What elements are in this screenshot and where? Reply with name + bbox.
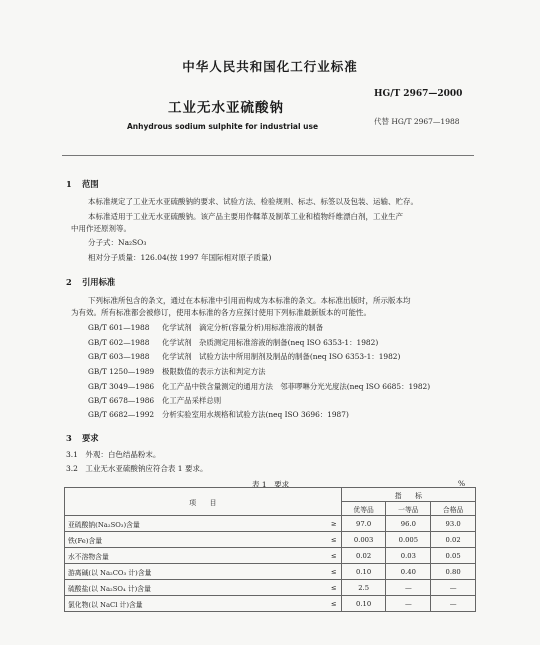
requirements-table xyxy=(64,487,476,612)
item-name: 氯化物(以 NaCl 计)含量 xyxy=(65,596,327,612)
requirement-3-1: 3.1 外观：白色结晶粉末。 xyxy=(66,450,161,459)
reference-code: GB/T 6678—1986 xyxy=(88,396,155,405)
section-2-heading xyxy=(66,276,115,288)
value-qualified: — xyxy=(431,596,476,612)
reference-item xyxy=(88,381,430,392)
document-title: 工业无水亚硫酸钠 xyxy=(168,100,284,116)
operator: ≤ xyxy=(327,596,342,612)
formula-line xyxy=(88,238,146,248)
table-row xyxy=(65,596,476,612)
requirement-3-2: 3.2 工业无水亚硫酸钠应符合表 1 要求。 xyxy=(66,464,208,473)
operator: ≤ xyxy=(327,564,342,580)
reference-item xyxy=(88,351,400,362)
section-title: 引用标准 xyxy=(82,277,116,287)
section-3-heading xyxy=(66,432,99,444)
header-divider xyxy=(62,155,474,156)
value-qualified: 0.05 xyxy=(431,548,476,564)
value-superior: 0.10 xyxy=(341,564,386,580)
formula-value: Na₂SO₃ xyxy=(118,238,147,247)
refs-paragraph-cont: 为有效。所有标准都会被修订，使用本标准的各方应探讨使用下列标准最新版本的可能性。 xyxy=(71,308,371,317)
value-superior: 0.10 xyxy=(341,596,386,612)
reference-item xyxy=(88,409,349,420)
reference-code: GB/T 6682—1992 xyxy=(88,410,155,419)
section-title: 范围 xyxy=(82,179,99,189)
value-superior: 0.02 xyxy=(341,548,386,564)
reference-code: GB/T 602—1988 xyxy=(88,338,150,347)
reference-title: 化工产品中铁含量测定的通用方法 邻菲啰啉分光光度法(neq ISO 6685：1982) xyxy=(162,382,431,391)
reference-item xyxy=(88,395,221,406)
table-row xyxy=(65,532,476,548)
reference-code: GB/T 603—1988 xyxy=(88,352,150,361)
reference-item xyxy=(88,337,378,348)
value-first: — xyxy=(386,580,431,596)
operator: ≤ xyxy=(327,580,342,596)
table-row xyxy=(65,580,476,596)
grade-first: 一等品 xyxy=(386,502,431,516)
value-qualified: 0.02 xyxy=(431,532,476,548)
value-superior: 97.0 xyxy=(341,516,386,532)
molecular-mass: 相对分子质量：126.04(按 1997 年国际相对原子质量) xyxy=(88,253,272,262)
item-name: 铁(Fe)含量 xyxy=(65,532,327,548)
value-first: 96.0 xyxy=(386,516,431,532)
table-unit: % xyxy=(458,479,466,488)
value-first: 0.03 xyxy=(386,548,431,564)
operator: ≥ xyxy=(327,516,342,532)
section-title: 要求 xyxy=(82,433,99,443)
standard-code: HG/T 2967—2000 xyxy=(374,89,463,99)
standard-title: 中华人民共和国化工行业标准 xyxy=(182,59,358,74)
reference-title: 化工产品采样总则 xyxy=(162,396,222,405)
refs-paragraph: 下列标准所包含的条文，通过在本标准中引用而构成为本标准的条文。本标准出版时，所示版本均 xyxy=(88,296,411,305)
value-first: 0.40 xyxy=(386,564,431,580)
reference-item xyxy=(88,366,265,377)
formula-label: 分子式： xyxy=(88,238,118,247)
section-number: 1 xyxy=(66,179,72,189)
scope-paragraph-2: 本标准适用于工业无水亚硫酸钠。该产品主要用作鞣革及制革工业和植物纤维漂白剂，工业生产 xyxy=(88,212,403,221)
value-first: 0.005 xyxy=(386,532,431,548)
item-name: 水不溶物含量 xyxy=(65,548,327,564)
header-item: 项 目 xyxy=(65,488,342,516)
section-number: 3 xyxy=(66,433,72,443)
reference-title: 极限数值的表示方法和判定方法 xyxy=(162,367,266,376)
table-header-row xyxy=(65,488,476,502)
reference-code: GB/T 1250—1989 xyxy=(88,367,155,376)
table-row xyxy=(65,516,476,532)
scope-paragraph-1: 本标准规定了工业无水亚硫酸钠的要求、试验方法、检验规则、标志、标签以及包装、运输、贮存。 xyxy=(88,197,418,206)
header-index: 指 标 xyxy=(341,488,475,502)
replaces-note: 代替 HG/T 2967—1988 xyxy=(374,117,460,126)
operator: ≤ xyxy=(327,532,342,548)
table-row xyxy=(65,548,476,564)
grade-superior: 优等品 xyxy=(341,502,386,516)
item-name: 游离碱(以 Na₂CO₃ 计)含量 xyxy=(65,564,327,580)
reference-title: 分析实验室用水规格和试验方法(neq ISO 3696：1987) xyxy=(162,410,349,419)
grade-qualified: 合格品 xyxy=(431,502,476,516)
scope-paragraph-2-cont: 中用作还原剂等。 xyxy=(71,224,131,233)
value-superior: 0.003 xyxy=(341,532,386,548)
operator: ≤ xyxy=(327,548,342,564)
reference-code: GB/T 601—1988 xyxy=(88,323,150,332)
item-name: 硫酸盐(以 Na₂SO₄ 计)含量 xyxy=(65,580,327,596)
value-qualified: 0.80 xyxy=(431,564,476,580)
item-name: 亚硫酸钠(Na₂SO₃)含量 xyxy=(65,516,327,532)
value-qualified: — xyxy=(431,580,476,596)
reference-title: 化学试剂 滴定分析(容量分析)用标准溶液的制备 xyxy=(162,323,323,332)
reference-code: GB/T 3049—1986 xyxy=(88,382,155,391)
section-1-heading xyxy=(66,178,99,190)
value-qualified: 93.0 xyxy=(431,516,476,532)
table-row xyxy=(65,564,476,580)
value-superior: 2.5 xyxy=(341,580,386,596)
section-number: 2 xyxy=(66,277,72,287)
reference-title: 化学试剂 试验方法中所用制剂及制品的制备(neq ISO 6353-1：1982) xyxy=(162,352,401,361)
reference-title: 化学试剂 杂质测定用标准溶液的制备(neq ISO 6353-1：1982) xyxy=(162,338,379,347)
table-caption: 表 1 要求 xyxy=(252,480,290,489)
document-title-english: Anhydrous sodium sulphite for industrial use xyxy=(127,122,319,131)
value-first: — xyxy=(386,596,431,612)
reference-item xyxy=(88,322,323,333)
